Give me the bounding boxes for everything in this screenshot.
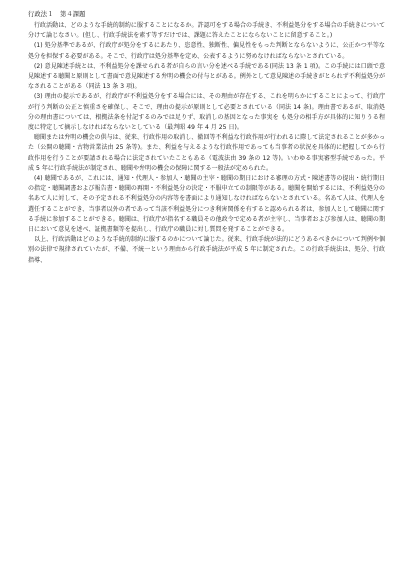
document-title: 行政法１ 第４課題 [28,11,86,18]
paragraph-hearing-procedure: (4) 聴聞であるが、これには、通知・代理人・参加人・聴聞の主宰・聴聞の期日における審理の方式・陳述書等の提出・続行期日の指定・聴聞調書および報告書・聴聞の再開・不利益処分の決定・不服申立ての制限等がある。聴聞を開始するには、不利益処分の名あて人に対して、その予定される不利益処分の内容等を書面により通知しなければならないとされている。名あて人は、代理人を選任することができ、当事者以外の者であって当該不利益処分につき利害関係を有すると認められる者は、参加人として聴聞に関する手続に参加することができる。聴聞は、行政庁が指名する職員その他政令で定める者が主宰し、当事者および参加人は、聴聞の期日において意見を述べ、証拠書類等を提出し、行政庁の職員に対し質問を発することができる。 [28,175,385,234]
paragraph-conclusion: 以上、行政活動はどのような手続的制約に服するのかについて論じた。従来、行政手続が法的にどうあるべきかについて判例や個別の法律で規律されていたが、不備、不統一という理由から行政手続法が平成 5 年に制定された。この行政手続法は、処分、行政指導、 [28,236,385,264]
paragraph-opinion-statement: (2) 意見陳述手続とは、不利益処分を課せられる者が自らの言い分を述べる手続である(同法 13 条 1 項)。この手続には口頭で意見陳述する聴聞と原則として書面で意見陳述する弁明の機会の付与とがある。例外として意見陳述の手続きがとられず不利益処分がなされることがある（同法 13 条 3 項)。 [28,62,385,91]
paragraph-intro: 行政活動は、どのような手続的制約に服することになるか。許認可をする場合の手続き、不利益処分をする場合の手続きについて分けて論じなさい。(但し、行政手続法を素す等すだけでは、課題に答えたことにならないことに留意すること。) [28,22,385,40]
paragraph-hearing-history: 聴聞または弁明の機会の供与は、従来、行政作用の取消し、撤回等不利益な行政作用が行われるに際して法定されることが多かった（公開の聴聞・古物営業法由 25 条等)。また、利益を与えるような行政作用であっても当事者の状況を具体的に把握してから行政作用を行うことが要請される場合に法定されていたこともある（電波法由 39 条の 12 等)。いわゆる事実審型手続であった。平成 5 年に行政手続法が制定され、聴聞や弁明の機会の保障に関する一般法が定められた。 [28,134,385,172]
paragraph-processing-standard: (1) 処分基準であるが、行政庁が処分をするにあたり、恣意性、独断性、偏見性をもった判断とならないように、公正かつ平等な処分を担保する必要がある。そこで、行政庁は処分基準を定め、公表するように努めなければならないとされている。 [28,42,385,60]
paragraph-reason-presentation: (3) 理由の提示であるが、行政庁が不利益処分をする場合には、その理由が存在する、これを明らかにすることによって、行政庁が行う判断の公正と慎重さを確保し、そこで、理由の提示が原則として必要とされている（同法 14 条)。理由書であるが、取消処分の理由書については、根拠法条を付記するのみでは足りず、取消しの基因となった事実を も処分の相手方が具体的に知りうる程度に特定して摘示しなければならないとしている（最判昭 49 年 4 月 25 日)。 [28,93,385,132]
document-body [28,21,385,266]
